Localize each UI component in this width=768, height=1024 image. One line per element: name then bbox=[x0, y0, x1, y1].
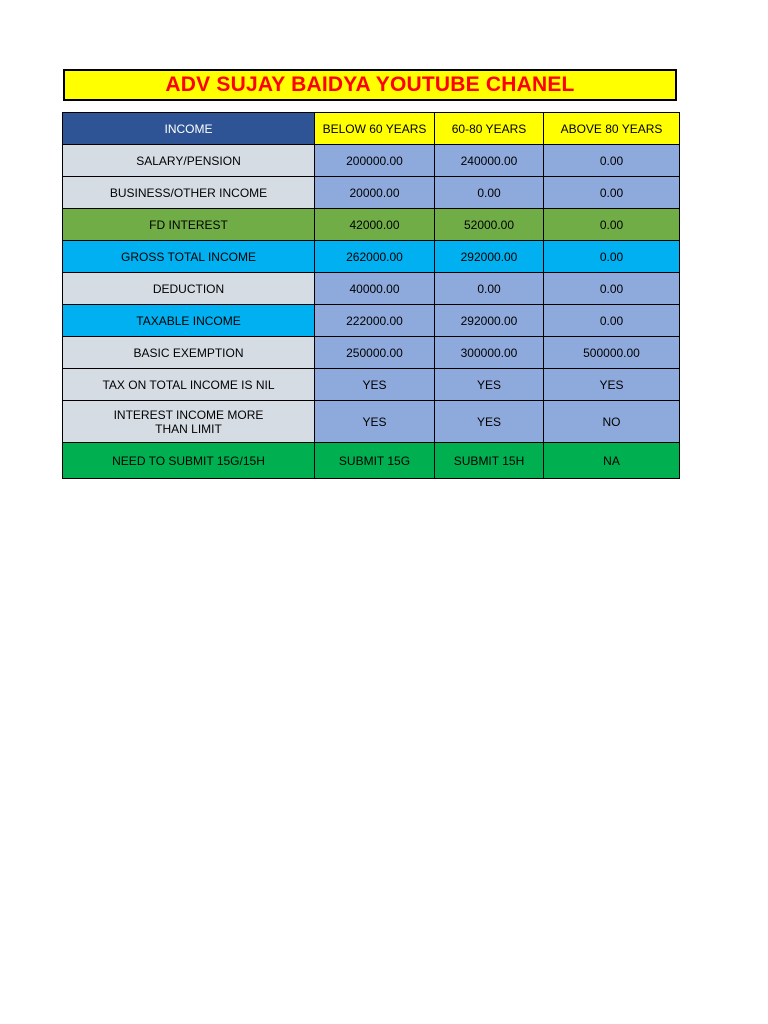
table-row-basic-exemption bbox=[63, 337, 680, 369]
row-value: 222000.00 bbox=[315, 305, 435, 337]
row-value: 0.00 bbox=[544, 209, 680, 241]
row-value: 0.00 bbox=[544, 145, 680, 177]
row-value: YES bbox=[435, 401, 544, 443]
row-label: TAX ON TOTAL INCOME IS NIL bbox=[63, 369, 315, 401]
row-label: TAXABLE INCOME bbox=[63, 305, 315, 337]
table-row-business-other-income bbox=[63, 177, 680, 209]
table-header-row bbox=[63, 113, 680, 145]
row-value: 52000.00 bbox=[435, 209, 544, 241]
header-cell-above-80: ABOVE 80 YEARS bbox=[544, 113, 680, 145]
row-value: YES bbox=[544, 369, 680, 401]
row-value: NA bbox=[544, 443, 680, 479]
row-value: 0.00 bbox=[544, 177, 680, 209]
table-row-need-to-submit bbox=[63, 443, 680, 479]
row-value: YES bbox=[315, 401, 435, 443]
row-value: 250000.00 bbox=[315, 337, 435, 369]
row-value: 20000.00 bbox=[315, 177, 435, 209]
row-value: YES bbox=[435, 369, 544, 401]
table-row-deduction bbox=[63, 273, 680, 305]
income-tax-table bbox=[62, 112, 680, 479]
row-label: NEED TO SUBMIT 15G/15H bbox=[63, 443, 315, 479]
row-value: YES bbox=[315, 369, 435, 401]
row-value: 262000.00 bbox=[315, 241, 435, 273]
row-value: SUBMIT 15H bbox=[435, 443, 544, 479]
row-value: 40000.00 bbox=[315, 273, 435, 305]
row-value: 0.00 bbox=[544, 305, 680, 337]
row-value: 200000.00 bbox=[315, 145, 435, 177]
row-value: 240000.00 bbox=[435, 145, 544, 177]
row-value: 0.00 bbox=[435, 177, 544, 209]
row-value: 292000.00 bbox=[435, 241, 544, 273]
row-value: NO bbox=[544, 401, 680, 443]
row-value: 42000.00 bbox=[315, 209, 435, 241]
table-row-tax-nil bbox=[63, 369, 680, 401]
row-label: BASIC EXEMPTION bbox=[63, 337, 315, 369]
table-row-taxable-income bbox=[63, 305, 680, 337]
row-value: 0.00 bbox=[544, 273, 680, 305]
sheet-title: ADV SUJAY BAIDYA YOUTUBE CHANEL bbox=[63, 69, 677, 101]
row-value: 500000.00 bbox=[544, 337, 680, 369]
table-row-gross-total-income bbox=[63, 241, 680, 273]
table-row-salary-pension bbox=[63, 145, 680, 177]
row-label: SALARY/PENSION bbox=[63, 145, 315, 177]
row-value: 0.00 bbox=[544, 241, 680, 273]
row-value: 292000.00 bbox=[435, 305, 544, 337]
header-cell-60-80: 60-80 YEARS bbox=[435, 113, 544, 145]
row-label: FD INTEREST bbox=[63, 209, 315, 241]
table-row-fd-interest bbox=[63, 209, 680, 241]
row-value: 0.00 bbox=[435, 273, 544, 305]
row-label: BUSINESS/OTHER INCOME bbox=[63, 177, 315, 209]
header-cell-income: INCOME bbox=[63, 113, 315, 145]
row-label-line-1: INTEREST INCOME MORE bbox=[113, 407, 264, 422]
row-value: 300000.00 bbox=[435, 337, 544, 369]
row-label: GROSS TOTAL INCOME bbox=[63, 241, 315, 273]
table-row-interest-more-than-limit bbox=[63, 401, 680, 443]
header-cell-below-60: BELOW 60 YEARS bbox=[315, 113, 435, 145]
row-label bbox=[63, 401, 315, 443]
row-label-line-2: THAN LIMIT bbox=[155, 421, 222, 436]
row-label: DEDUCTION bbox=[63, 273, 315, 305]
row-value: SUBMIT 15G bbox=[315, 443, 435, 479]
